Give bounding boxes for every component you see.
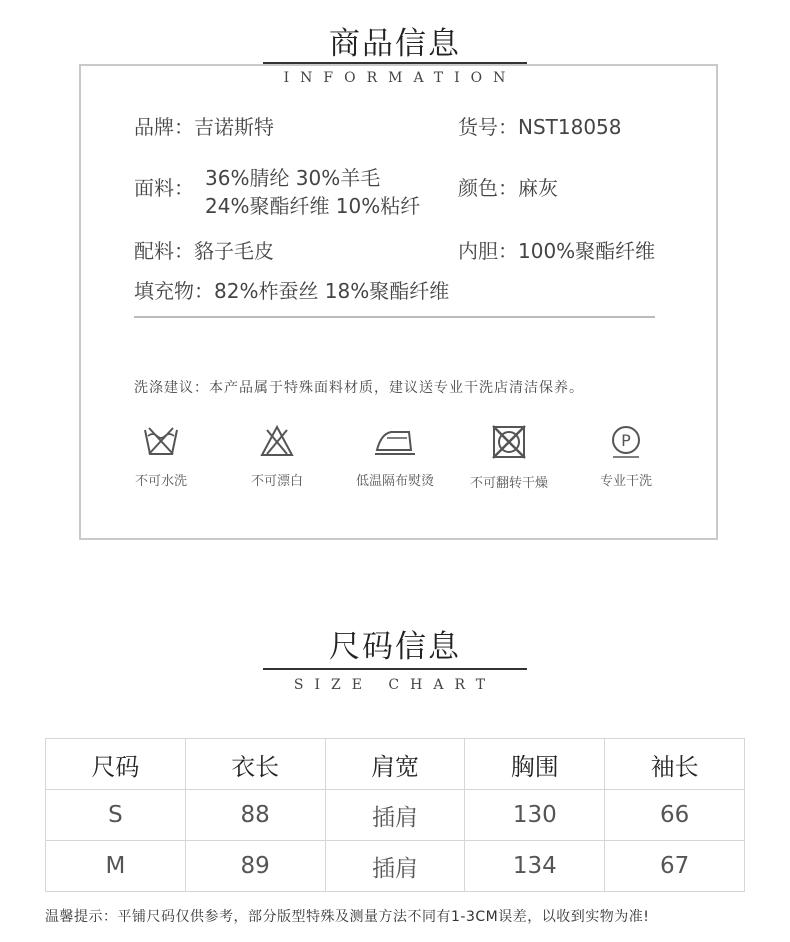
size-header-cell: 尺码 (46, 739, 186, 790)
size-cell: 130 (465, 790, 605, 841)
care-instructions: 洗涤建议：本产品属于特殊面料材质，建议送专业干洗店清洁保养。 (134, 380, 584, 396)
care-label: 不可翻转干燥 (469, 476, 548, 491)
care-item-dry-clean (571, 424, 681, 489)
dry-clean-icon (608, 424, 644, 458)
size-chart-title: 尺码信息 (329, 629, 461, 665)
size-header-cell: 衣长 (185, 739, 325, 790)
size-cell: 88 (185, 790, 325, 841)
table-row (46, 790, 745, 841)
fabric-line-1: 36%腈纶 30%羊毛 (205, 166, 381, 190)
size-cell: 89 (185, 841, 325, 892)
color-field: 颜色：麻灰 (458, 176, 558, 200)
size-header-cell: 胸围 (465, 739, 605, 790)
care-label: 不可水洗 (134, 474, 187, 489)
table-row (46, 841, 745, 892)
size-chart-title-rule (263, 668, 527, 670)
size-cell: 插肩 (325, 790, 465, 841)
product-info-subtitle-text: INFORMATION (270, 70, 521, 86)
no-bleach-icon (259, 424, 295, 458)
size-cell: 67 (605, 841, 745, 892)
fabric-composition (205, 164, 420, 220)
size-cell: 134 (465, 841, 605, 892)
size-table (45, 738, 745, 892)
size-chart-subtitle: SIZE CHART (293, 677, 497, 693)
info-divider (134, 316, 655, 318)
size-header-cell: 袖长 (605, 739, 745, 790)
care-item-low-iron (340, 424, 450, 489)
product-info-title-rule (263, 62, 527, 64)
care-label: 不可漂白 (250, 474, 303, 489)
care-item-no-bleach (222, 424, 332, 489)
care-label: 专业干洗 (599, 474, 652, 489)
size-header-cell: 肩宽 (325, 739, 465, 790)
brand-field: 品牌：吉诺斯特 (134, 115, 274, 139)
care-item-no-tumble-dry (454, 424, 564, 491)
fabric-line-2: 24%聚酯纤维 10%粘纤 (205, 194, 421, 218)
no-wash-icon (143, 424, 179, 458)
filling-field: 填充物：82%柞蚕丝 18%聚酯纤维 (134, 279, 450, 303)
low-iron-icon (373, 424, 417, 458)
sku-field: 货号：NST18058 (458, 115, 622, 139)
care-item-no-wash (106, 424, 216, 489)
no-tumble-dry-icon (491, 424, 527, 460)
trim-field: 配料：貉子毛皮 (134, 239, 274, 263)
svg-text:P: P (621, 431, 631, 450)
lining-field: 内胆：100%聚酯纤维 (458, 239, 656, 263)
size-notice: 温馨提示：平铺尺码仅供参考，部分版型特殊及测量方法不同有1-3CM误差，以收到实物为准! (45, 909, 650, 925)
fabric-label: 面料： (134, 176, 194, 200)
product-info-subtitle (0, 70, 790, 86)
size-cell: S (46, 790, 186, 841)
size-cell: 插肩 (325, 841, 465, 892)
product-info-title: 商品信息 (329, 26, 461, 62)
size-cell: M (46, 841, 186, 892)
size-cell: 66 (605, 790, 745, 841)
size-table-header-row (46, 739, 745, 790)
care-label: 低温隔布熨烫 (355, 474, 434, 489)
